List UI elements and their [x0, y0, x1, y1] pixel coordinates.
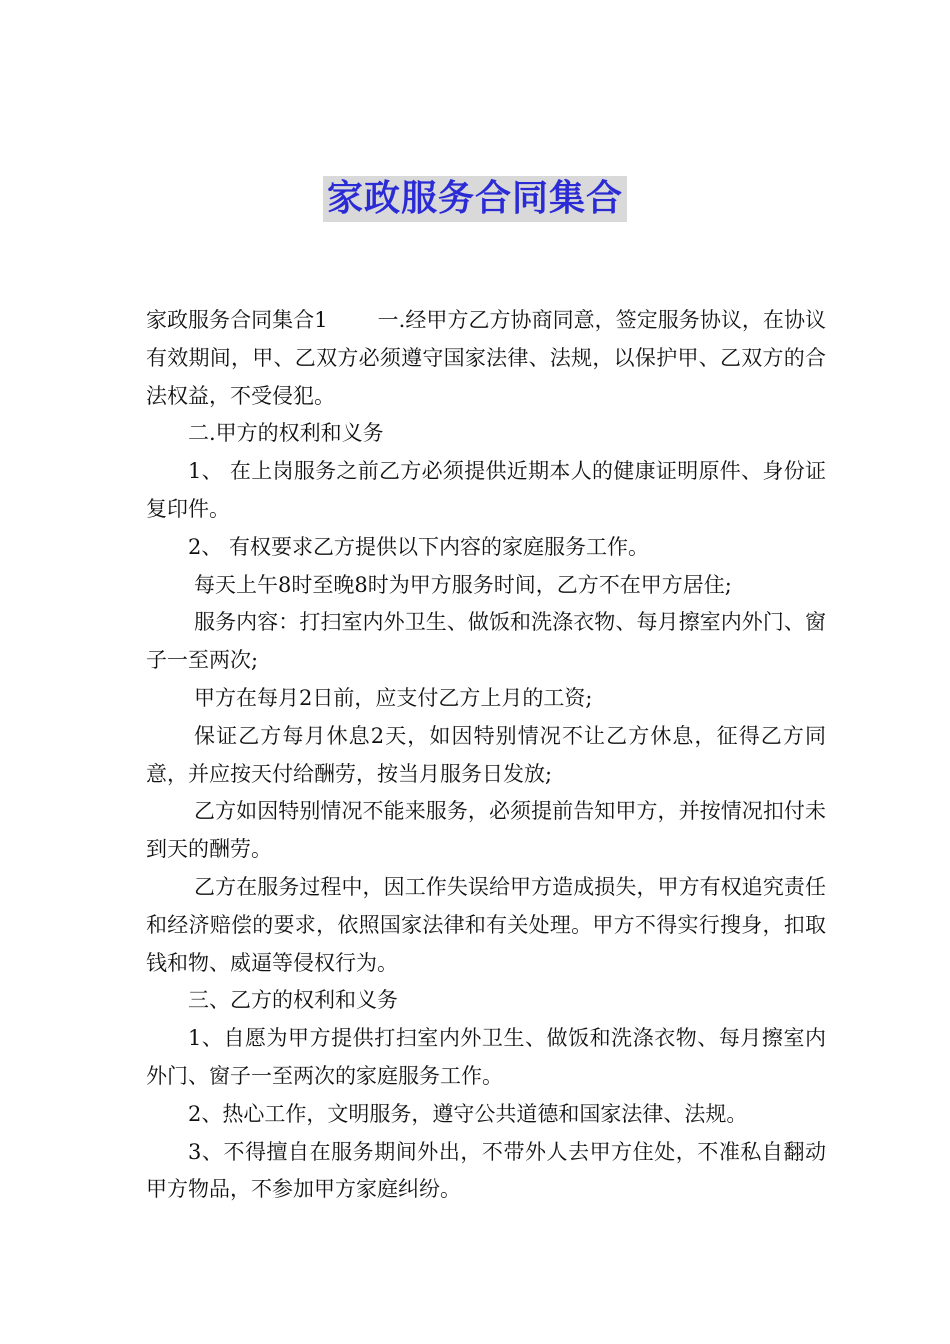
paragraph: 1、 在上岗服务之前乙方必须提供近期本人的健康证明原件、身份证复印件。: [146, 459, 826, 521]
paragraph-text: 一.经甲方乙方协商同意，签定服务协议，在协议有效期间，甲、乙双方必须遵守国家法律、法规，以保护甲、乙双方的合法权益，不受侵犯。: [146, 308, 826, 408]
paragraph: 保证乙方每月休息2天，如因特别情况不让乙方休息，征得乙方同意，并应按天付给酬劳，按当月服务日发放;: [146, 723, 826, 786]
paragraph: 2、 有权要求乙方提供以下内容的家庭服务工作。: [188, 534, 650, 559]
title-container: [0, 176, 950, 222]
section-heading: 三、乙方的权利和义务: [188, 988, 398, 1013]
section-heading: 二.甲方的权利和义务: [188, 421, 384, 446]
document-body: [146, 302, 826, 1209]
paragraph: 每天上午8时至晚8时为甲方服务时间，乙方不在甲方居住;: [194, 572, 732, 597]
paragraph: 2、热心工作，文明服务，遵守公共道德和国家法律、法规。: [188, 1101, 748, 1126]
document-title: 家政服务合同集合: [323, 176, 627, 222]
section-lead: 家政服务合同集合1: [146, 308, 328, 332]
paragraph: 服务内容：打扫室内外卫生、做饭和洗涤衣物、每月擦室内外门、窗子一至两次;: [146, 610, 826, 673]
paragraph: 3、不得擅自在服务期间外出，不带外人去甲方住处，不准私自翻动甲方物品，不参加甲方家庭纠纷。: [146, 1139, 826, 1202]
paragraph: 乙方在服务过程中，因工作失误给甲方造成损失，甲方有权追究责任和经济赔偿的要求，依照国家法律和有关处理。甲方不得实行搜身，扣取钱和物、威逼等侵权行为。: [146, 874, 826, 975]
paragraph: 乙方如因特别情况不能来服务，必须提前告知甲方，并按情况扣付未到天的酬劳。: [146, 799, 826, 862]
paragraph: [146, 302, 826, 415]
paragraph: 甲方在每月2日前，应支付乙方上月的工资;: [194, 685, 593, 710]
paragraph: 1、自愿为甲方提供打扫室内外卫生、做饭和洗涤衣物、每月擦室内外门、窗子一至两次的家庭服务工作。: [146, 1026, 826, 1088]
